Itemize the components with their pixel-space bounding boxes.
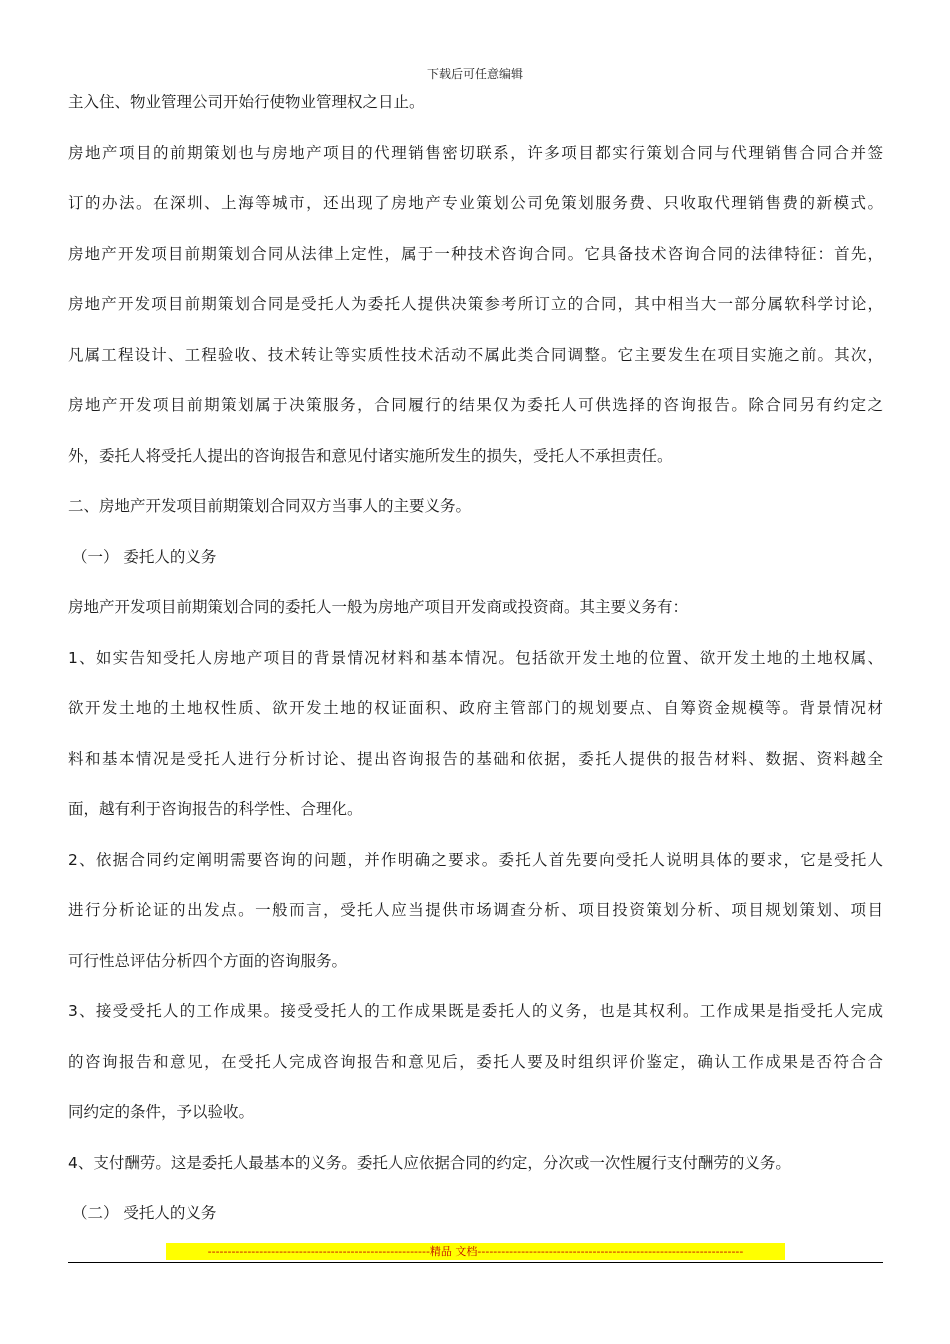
text-line: 的咨询报告和意见，在受托人完成咨询报告和意见后，委托人要及时组织评价鉴定，确认工作成果是否符合合	[68, 1052, 883, 1071]
footer-banner: --------------------------------------------------------精品 文档-------------------------------------------------------------------	[166, 1243, 785, 1260]
text-line: （一） 委托人的义务	[72, 547, 217, 566]
text-line: 外，委托人将受托人提出的咨询报告和意见付诸实施所发生的损失，受托人不承担责任。	[68, 446, 673, 465]
page-header-note: 下载后可任意编辑	[426, 67, 523, 81]
text-line: 2、依据合同约定阐明需要咨询的问题，并作明确之要求。委托人首先要向受托人说明具体的要求，它是受托人	[68, 850, 883, 869]
text-line: 3、接受受托人的工作成果。接受受托人的工作成果既是委托人的义务，也是其权利。工作成果是指受托人完成	[68, 1002, 883, 1020]
text-line: 房地产开发项目前期策划属于决策服务，合同履行的结果仅为委托人可供选择的咨询报告。除合同另有约定之	[68, 396, 883, 414]
text-line: 面，越有利于咨询报告的科学性、合理化。	[68, 800, 363, 818]
text-line: 订的办法。在深圳、上海等城市，还出现了房地产专业策划公司免策划服务费、只收取代理销售费的新模式。	[68, 194, 883, 212]
text-line: 料和基本情况是受托人进行分析讨论、提出咨询报告的基础和依据，委托人提供的报告材料、数据、资料越全	[68, 749, 883, 768]
text-line: 二、房地产开发项目前期策划合同双方当事人的主要义务。	[68, 497, 472, 515]
text-line: 房地产项目的前期策划也与房地产项目的代理销售密切联系，许多项目都实行策划合同与代理销售合同合并签	[68, 143, 883, 162]
text-line: 主入住、物业管理公司开始行使物业管理权之日止。	[68, 93, 425, 111]
text-line: 房地产开发项目前期策划合同从法律上定性，属于一种技术咨询合同。它具备技术咨询合同的法律特征：首先，	[68, 244, 883, 263]
footer-rule	[68, 1262, 883, 1263]
text-line: 1、如实告知受托人房地产项目的背景情况材料和基本情况。包括欲开发土地的位置、欲开发土地的土地权属、	[68, 648, 883, 667]
document-body	[68, 84, 883, 1246]
text-line: 同约定的条件，予以验收。	[68, 1103, 255, 1121]
text-line: （二） 受托人的义务	[72, 1204, 217, 1222]
text-line: 进行分析论证的出发点。一般而言，受托人应当提供市场调查分析、项目投资策划分析、项目规划策划、项目	[68, 901, 883, 919]
text-line: 房地产开发项目前期策划合同的委托人一般为房地产项目开发商或投资商。其主要义务有：	[68, 598, 689, 616]
text-line: 凡属工程设计、工程验收、技术转让等实质性技术活动不属此类合同调整。它主要发生在项目实施之前。其次，	[68, 345, 883, 364]
text-line: 可行性总评估分析四个方面的咨询服务。	[68, 951, 348, 970]
text-line: 4、支付酬劳。这是委托人最基本的义务。委托人应依据合同的约定，分次或一次性履行支付酬劳的义务。	[68, 1153, 791, 1172]
text-line: 房地产开发项目前期策划合同是受托人为委托人提供决策参考所订立的合同，其中相当大一部分属软科学讨论，	[68, 295, 883, 313]
text-line: 欲开发土地的土地权性质、欲开发土地的权证面积、政府主管部门的规划要点、自筹资金规模等。背景情况材	[68, 699, 883, 717]
